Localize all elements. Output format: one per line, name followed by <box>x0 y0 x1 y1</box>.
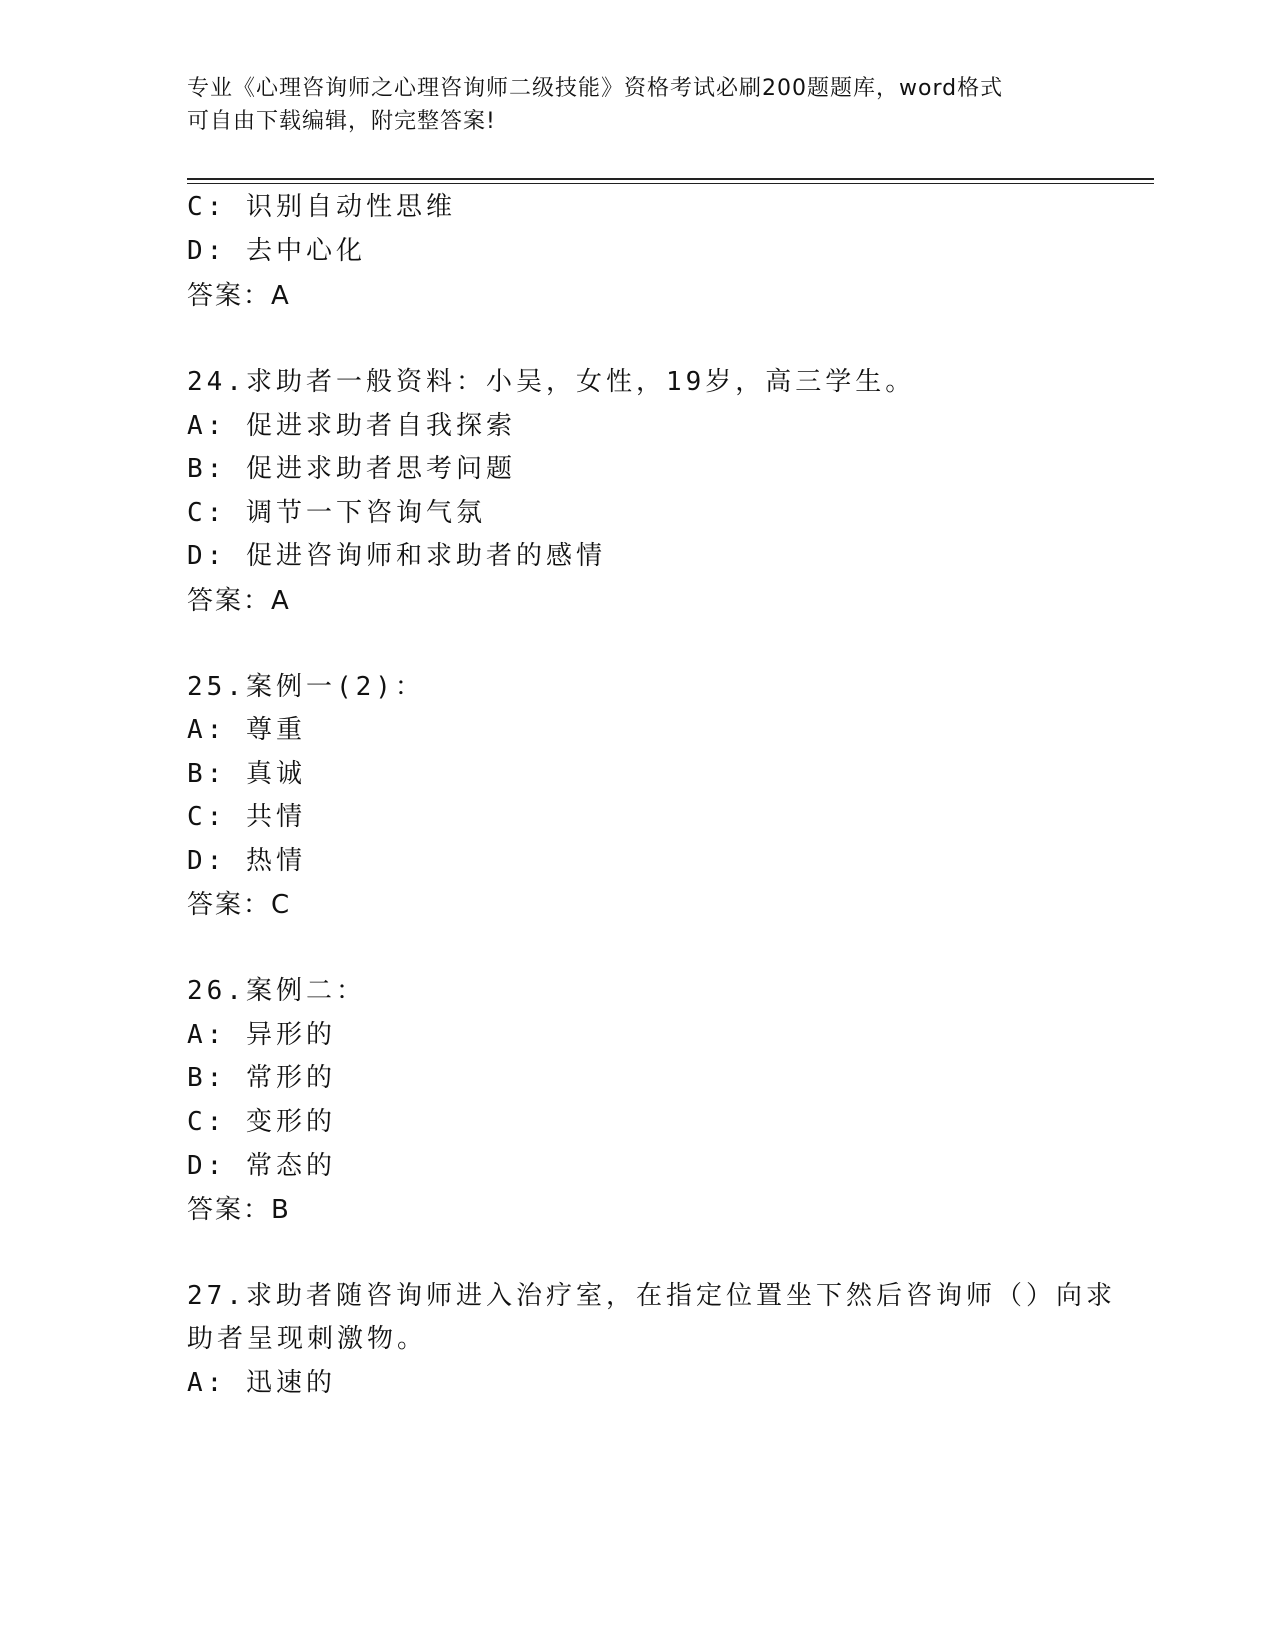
answer-line: 答案：B <box>187 1195 291 1225</box>
option-line: A: 尊重 <box>187 715 306 745</box>
option-line: D: 常态的 <box>187 1151 336 1181</box>
answer-line: 答案：C <box>187 890 292 920</box>
question-line: 24.求助者一般资料：小吴，女性，19岁，高三学生。 <box>187 367 916 397</box>
answer-line: 答案：A <box>187 281 291 311</box>
option-line: B: 促进求助者思考问题 <box>187 454 516 484</box>
option-line: C: 变形的 <box>187 1107 336 1137</box>
answer-line: 答案：A <box>187 586 291 616</box>
option-line: B: 常形的 <box>187 1063 336 1093</box>
option-line: B: 真诚 <box>187 759 306 789</box>
option-line: D: 促进咨询师和求助者的感情 <box>187 541 606 571</box>
header-rule-thin <box>187 183 1154 184</box>
document-header <box>187 72 1067 138</box>
question-line: 27.求助者随咨询师进入治疗室，在指定位置坐下然后咨询师（）向求 <box>187 1281 1116 1311</box>
option-line: C: 调节一下咨询气氛 <box>187 498 486 528</box>
option-line: A: 促进求助者自我探索 <box>187 411 516 441</box>
option-line: D: 热情 <box>187 846 306 876</box>
option-line: A: 迅速的 <box>187 1368 336 1398</box>
option-line: C: 共情 <box>187 802 306 832</box>
question-line: 25.案例一(2)： <box>187 672 425 702</box>
option-line: C: 识别自动性思维 <box>187 192 456 222</box>
header-line-1: 专业《心理咨询师之心理咨询师二级技能》资格考试必刷200题题库，word格式 <box>187 76 1004 101</box>
header-line-2: 可自由下载编辑，附完整答案! <box>187 109 496 134</box>
option-line: D: 去中心化 <box>187 236 366 266</box>
option-line: A: 异形的 <box>187 1020 336 1050</box>
question-line: 26.案例二： <box>187 976 366 1006</box>
question-line: 助者呈现刺激物。 <box>187 1324 428 1354</box>
header-rule-thick <box>187 178 1154 180</box>
